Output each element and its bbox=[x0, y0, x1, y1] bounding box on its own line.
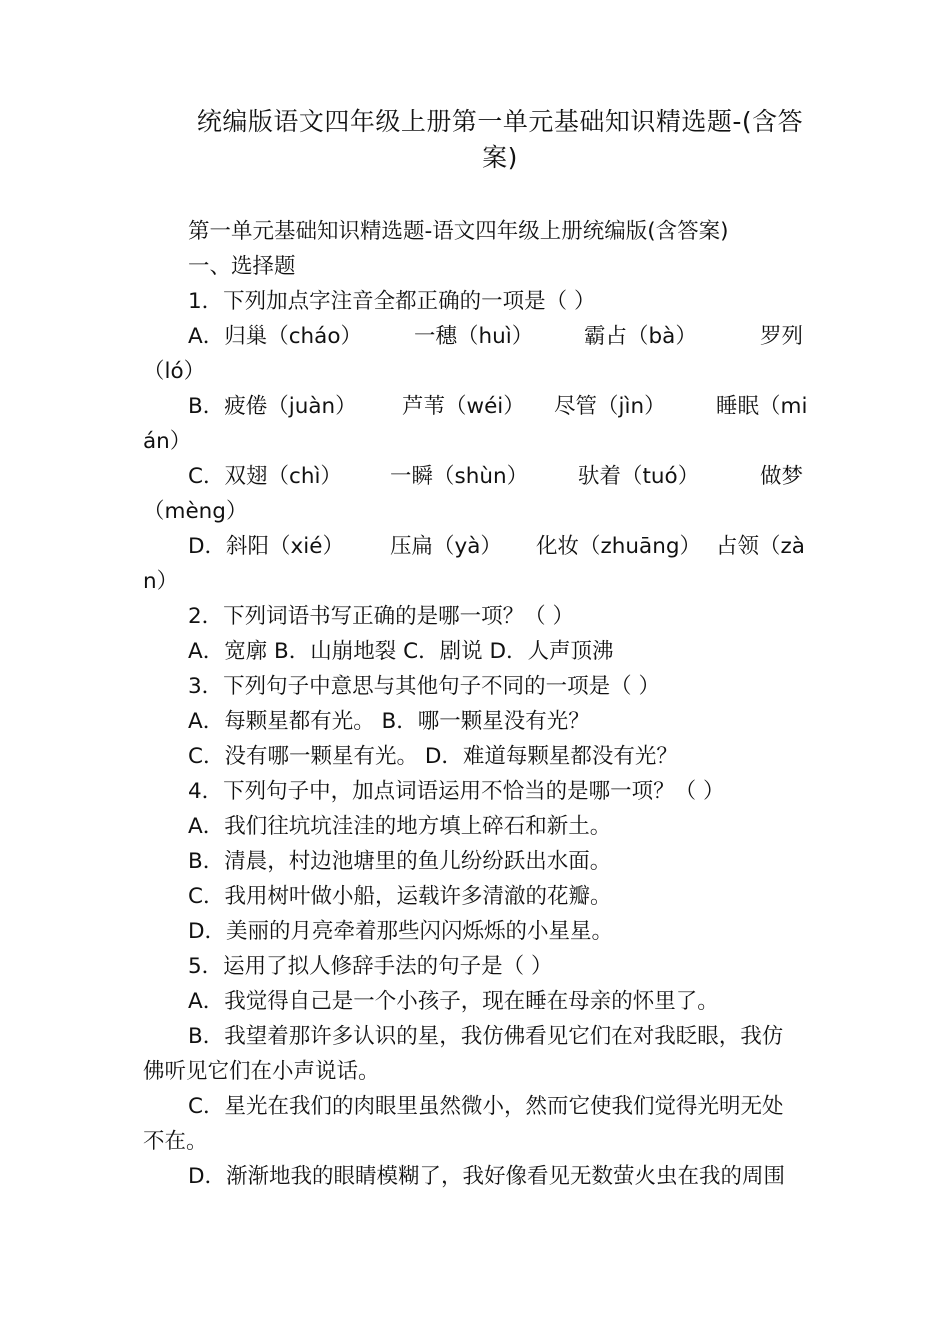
subtitle: 第一单元基础知识精选题-语文四年级上册统编版(含答案) bbox=[188, 219, 729, 244]
option-c-item-3: 驮着（tuó） bbox=[578, 464, 700, 489]
option-b-item-4: 睡眠（mi bbox=[716, 394, 808, 419]
option-b-line-1: B．我望着那许多认识的星，我仿佛看见它们在对我眨眼，我仿 bbox=[188, 1024, 784, 1049]
option-b-line-2: 佛听见它们在小声说话。 bbox=[143, 1059, 380, 1084]
question-stem: 2．下列词语书写正确的是哪一项？（ ） bbox=[188, 604, 575, 629]
option-c: C．我用树叶做小船，运载许多清澈的花瓣。 bbox=[188, 884, 612, 909]
option-d-wrap: n） bbox=[143, 569, 179, 594]
option-b-item-1: B．疲倦（juàn） bbox=[188, 394, 357, 419]
question-options-row-1: A．每颗星都有光。 B．哪一颗星没有光？ bbox=[188, 709, 590, 734]
option-c-item-2: 一瞬（shùn） bbox=[390, 464, 529, 489]
title-line-2: 案) bbox=[482, 143, 518, 172]
option-c-item-4: 做梦 bbox=[760, 464, 804, 489]
option-a-item-4: 罗列 bbox=[760, 324, 804, 349]
option-a-item-3: 霸占（bà） bbox=[584, 324, 697, 349]
option-a: A．我觉得自己是一个小孩子，现在睡在母亲的怀里了。 bbox=[188, 989, 719, 1014]
option-d-line-1: D．渐渐地我的眼睛模糊了，我好像看见无数萤火虫在我的周围 bbox=[188, 1164, 786, 1189]
option-b-item-3: 尽管（jìn） bbox=[554, 394, 666, 419]
option-d-item-4: 占领（zà bbox=[716, 534, 805, 559]
option-d: D．美丽的月亮牵着那些闪闪烁烁的小星星。 bbox=[188, 919, 614, 944]
option-b-item-2: 芦苇（wéi） bbox=[402, 394, 525, 419]
option-d-item-2: 压扁（yà） bbox=[390, 534, 502, 559]
option-a-item-2: 一穗（huì） bbox=[414, 324, 534, 349]
option-a-wrap: （ló） bbox=[143, 359, 206, 384]
question-stem: 5．运用了拟人修辞手法的句子是（ ） bbox=[188, 954, 553, 979]
option-a-item-1: A．归巢（cháo） bbox=[188, 324, 362, 349]
option-d-item-3: 化妆（zhuāng） bbox=[536, 534, 701, 559]
title-line-1: 统编版语文四年级上册第一单元基础知识精选题-(含答 bbox=[196, 107, 804, 136]
section-heading: 一、选择题 bbox=[188, 254, 296, 279]
option-c-line-1: C．星光在我们的肉眼里虽然微小，然而它使我们觉得光明无处 bbox=[188, 1094, 784, 1119]
question-stem: 3．下列句子中意思与其他句子不同的一项是（ ） bbox=[188, 674, 661, 699]
question-stem: 1．下列加点字注音全都正确的一项是（ ） bbox=[188, 289, 596, 314]
question-stem: 4．下列句子中，加点词语运用不恰当的是哪一项？（ ） bbox=[188, 779, 725, 804]
option-d-item-1: D．斜阳（xié） bbox=[188, 534, 344, 559]
question-options: A．宽廓 B．山崩地裂 C．剧说 D．人声顶沸 bbox=[188, 639, 614, 664]
option-a: A．我们往坑坑洼洼的地方填上碎石和新土。 bbox=[188, 814, 612, 839]
option-b: B．清晨，村边池塘里的鱼儿纷纷跃出水面。 bbox=[188, 849, 612, 874]
option-c-item-1: C．双翅（chì） bbox=[188, 464, 342, 489]
option-c-wrap: （mèng） bbox=[143, 499, 248, 524]
option-c-line-2: 不在。 bbox=[143, 1129, 208, 1154]
question-options-row-2: C．没有哪一颗星有光。 D．难道每颗星都没有光？ bbox=[188, 744, 678, 769]
option-b-wrap: án） bbox=[143, 429, 192, 454]
